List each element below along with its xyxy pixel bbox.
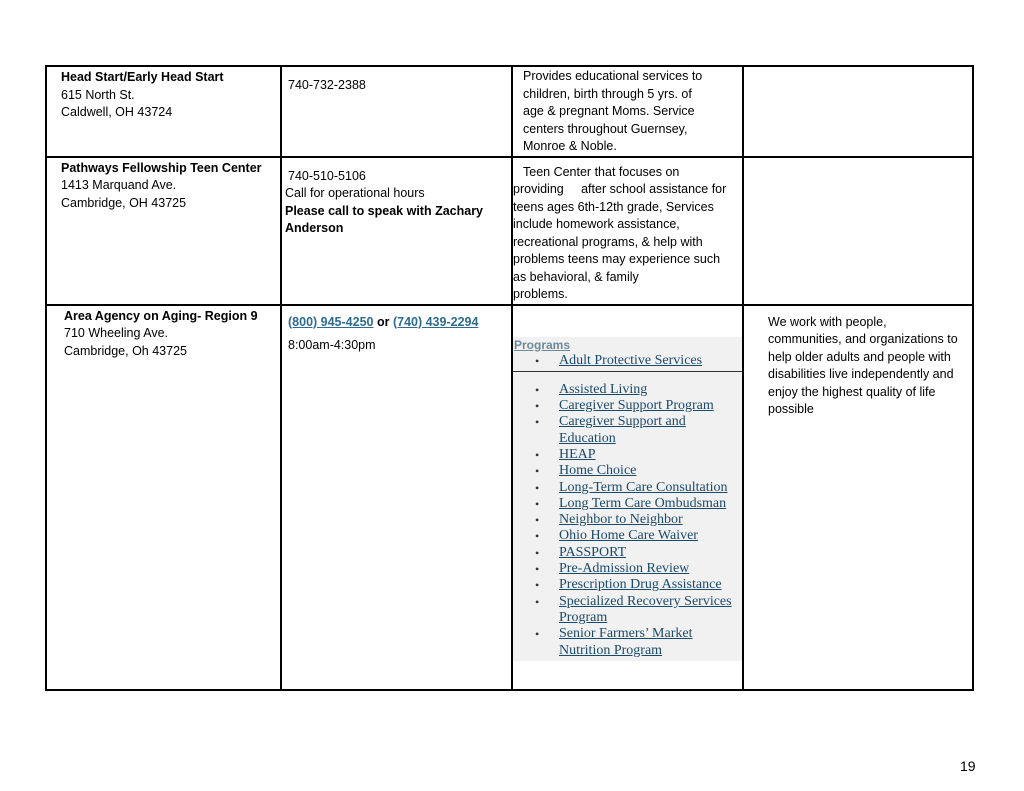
address-line: Cambridge, OH 43725 bbox=[61, 195, 187, 210]
phone-number: 740-732-2388 bbox=[288, 78, 366, 92]
description-line: recreational programs, & help with bbox=[513, 234, 703, 249]
program-link[interactable]: • Prescription Drug Assistance bbox=[535, 577, 742, 593]
program-link[interactable]: • Home Choice bbox=[535, 463, 742, 479]
agency-name: Area Agency on Aging- Region 9 bbox=[64, 308, 258, 323]
description-line: Teen Center that focuses on bbox=[523, 164, 680, 179]
description-line: children, birth through 5 yrs. of bbox=[523, 86, 692, 101]
address-line: Cambridge, Oh 43725 bbox=[64, 343, 187, 358]
address-line: 710 Wheeling Ave. bbox=[64, 326, 169, 340]
description-line: include homework assistance, bbox=[513, 217, 680, 231]
description-line: teens ages 6th-12th grade, Services bbox=[513, 199, 714, 214]
contact-note: Anderson bbox=[285, 221, 344, 235]
agency-cell bbox=[46, 157, 281, 305]
table-row bbox=[46, 66, 973, 157]
program-link[interactable]: • Long Term Care Ombudsman bbox=[535, 496, 742, 512]
contact-cell bbox=[281, 66, 512, 157]
description-line: problems teens may experience such bbox=[513, 252, 721, 266]
notes-line: help older adults and people with bbox=[768, 349, 951, 364]
program-link[interactable]: • Neighbor to Neighbor bbox=[535, 512, 742, 528]
programs-list bbox=[513, 353, 742, 659]
description-line: problems. bbox=[513, 287, 568, 301]
program-link[interactable]: • Long-Term Care Consultation bbox=[535, 480, 742, 496]
table-row bbox=[46, 157, 973, 305]
contact-cell bbox=[281, 157, 512, 305]
program-link[interactable]: • Pre-Admission Review bbox=[535, 561, 742, 577]
programs-cell bbox=[512, 305, 743, 690]
program-link[interactable]: • HEAP bbox=[535, 447, 742, 463]
notes-line: possible bbox=[768, 402, 814, 416]
description-line: Provides educational services to bbox=[523, 69, 703, 83]
description-line: centers throughout Guernsey, bbox=[523, 121, 688, 136]
contact-note: Please call to speak with Zachary bbox=[285, 203, 484, 218]
program-link[interactable]: • Caregiver Support Program bbox=[535, 398, 742, 414]
program-link[interactable]: • PASSPORT bbox=[535, 545, 742, 561]
hours-text: 8:00am-4:30pm bbox=[288, 338, 376, 352]
program-link[interactable]: • Assisted Living bbox=[535, 382, 742, 398]
notes-cell bbox=[743, 66, 973, 157]
phone-separator: or bbox=[376, 314, 390, 329]
notes-line: communities, and organizations to bbox=[768, 332, 958, 346]
resource-table bbox=[45, 65, 974, 691]
agency-name: Pathways Fellowship Teen Center bbox=[61, 160, 262, 175]
program-link[interactable]: • Specialized Recovery Services Program bbox=[535, 594, 742, 627]
agency-name: Head Start/Early Head Start bbox=[61, 70, 224, 84]
program-link[interactable]: • Ohio Home Care Waiver bbox=[535, 528, 742, 544]
program-link[interactable]: • Caregiver Support and Education bbox=[535, 414, 742, 447]
description-line: providing after school assistance for bbox=[513, 182, 727, 196]
address-line: 615 North St. bbox=[61, 87, 135, 102]
address-line: 1413 Marquand Ave. bbox=[61, 178, 177, 192]
description-line: age & pregnant Moms. Service bbox=[523, 104, 695, 118]
program-link[interactable]: • Senior Farmers’ Market Nutrition Program bbox=[535, 626, 742, 659]
contact-cell bbox=[281, 305, 512, 690]
page-number: 19 bbox=[960, 758, 976, 774]
description-line: Monroe & Noble. bbox=[523, 139, 617, 153]
hours-text: Call for operational hours bbox=[285, 186, 425, 200]
phone-link-secondary[interactable]: (740) 439-2294 bbox=[392, 314, 479, 329]
notes-line: disabilities live independently and bbox=[768, 367, 954, 381]
agency-cell bbox=[46, 305, 281, 690]
description-cell bbox=[512, 66, 743, 157]
description-line: as behavioral, & family bbox=[513, 269, 639, 284]
phone-line bbox=[288, 314, 511, 332]
description-cell bbox=[512, 157, 743, 305]
address-line: Caldwell, OH 43724 bbox=[61, 105, 173, 119]
agency-cell bbox=[46, 66, 281, 157]
notes-line: We work with people, bbox=[768, 314, 887, 329]
notes-cell bbox=[743, 157, 973, 305]
table-row bbox=[46, 305, 973, 690]
programs-heading[interactable]: Programs bbox=[514, 337, 571, 352]
programs-panel bbox=[513, 337, 742, 661]
notes-line: enjoy the highest quality of life bbox=[768, 384, 936, 399]
program-link[interactable]: • Adult Protective Services bbox=[513, 353, 742, 372]
phone-number: 740-510-5106 bbox=[288, 168, 366, 183]
phone-link-primary[interactable]: (800) 945-4250 bbox=[288, 314, 374, 329]
notes-cell bbox=[743, 305, 973, 690]
